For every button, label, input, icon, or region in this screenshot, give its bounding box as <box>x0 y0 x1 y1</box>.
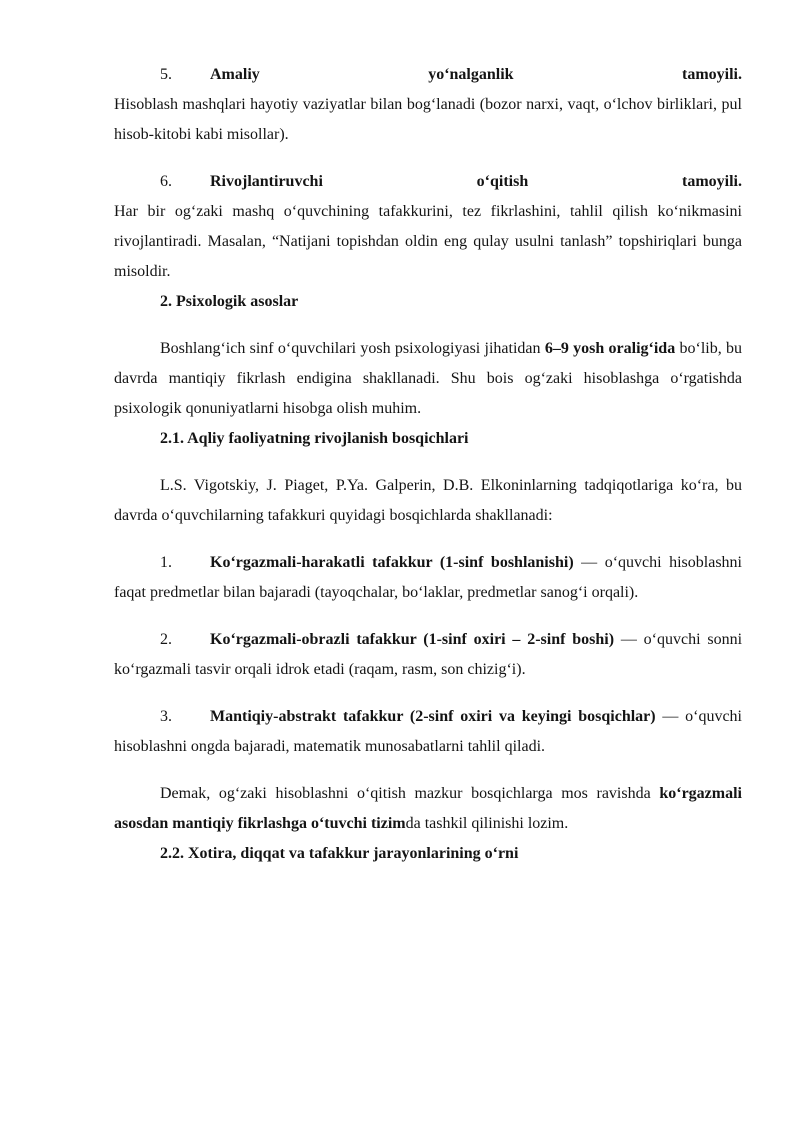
stage-description: — o‘quvchi sonni ko‘rgazmali tasvir orqali idrok etadi (raqam, rasm, son chizig‘i). <box>114 631 743 678</box>
principle-5-title-word: yo‘nalganlik <box>428 66 514 83</box>
stage-title: Ko‘rgazmali-obrazli tafakkur (1-sinf oxiri – 2-sinf boshi) <box>210 631 615 648</box>
stage-description: — o‘quvchi hisoblashni faqat predmetlar bilan bajaradi (tayoqchalar, bo‘laklar, predmetlar sanog‘i orqali). <box>114 554 743 601</box>
stage-number: 1. <box>160 554 172 571</box>
principle-6-number: 6. <box>160 173 172 190</box>
stage-number: 3. <box>160 708 172 725</box>
principle-6-heading <box>114 167 742 197</box>
section-2-paragraph <box>114 334 742 424</box>
document-page <box>114 60 742 869</box>
stage-title: Ko‘rgazmali-harakatli tafakkur (1-sinf boshlanishi) <box>210 554 574 571</box>
principle-5-text: Hisoblash mashqlari hayotiy vaziyatlar bilan bog‘lanadi (bozor narxi, vaqt, o‘lchov birliklari, pul hisob-kitobi kabi misollar). <box>114 96 742 143</box>
stage-item <box>114 702 742 762</box>
section-heading-development-stages: 2.1. Aqliy faoliyatning rivojlanish bosqichlari <box>160 430 469 447</box>
principle-5-title-word: tamoyili. <box>681 66 742 83</box>
principle-6-title-word: o‘qitish <box>476 173 529 190</box>
stage-number: 2. <box>160 631 172 648</box>
stage-item <box>114 548 742 608</box>
principle-5-title <box>210 60 742 90</box>
section-21-intro: L.S. Vigotskiy, J. Piaget, P.Ya. Galperin, D.B. Elkoninlarning tadqiqotlariga ko‘ra, bu davrda o‘quvchilarning tafakkuri quyidagi bosqichlarda shakllanadi: <box>114 477 742 524</box>
principle-6-title <box>210 167 742 197</box>
principle-6-title-word: tamoyili. <box>682 173 742 190</box>
principle-5-number: 5. <box>160 66 172 83</box>
section-heading-memory-attention: 2.2. Xotira, diqqat va tafakkur jarayonlarining o‘rni <box>160 845 519 862</box>
principle-6-title-word: Rivojlantiruvchi <box>210 173 323 190</box>
stage-item <box>114 625 742 685</box>
conclusion-text: da tashkil qilinishi lozim. <box>405 815 569 832</box>
age-range-emphasis: 6–9 yosh oralig‘ida <box>544 340 676 357</box>
section-21-conclusion <box>114 779 742 839</box>
principle-5-title-word: Amaliy <box>210 66 260 83</box>
conclusion-emphasis: ko‘rgazmali asosdan mantiqiy fikrlashga o‘tuvchi tizim <box>114 785 742 832</box>
section-heading-psychological-foundations: 2. Psixologik asoslar <box>160 293 299 310</box>
section-2-text: bo‘lib, bu davrda mantiqiy fikrlash endigina shakllanadi. Shu bois og‘zaki hisoblashga o‘rgatishda psixologik qonuniyatlarni hisobga olish muhim. <box>114 340 743 417</box>
principle-6-text: Har bir og‘zaki mashq o‘quvchining tafakkurini, tez fikrlashini, tahlil qilish ko‘nikmasini rivojlantiradi. Masalan, “Natijani topishdan oldin eng qulay usulni tanlash” topshiriqlari bunga misoldir. <box>114 203 742 280</box>
principle-5-heading <box>114 60 742 90</box>
stage-description: — o‘quvchi hisoblashni ongda bajaradi, matematik munosabatlarni tahlil qiladi. <box>114 708 742 755</box>
conclusion-text: Demak, og‘zaki hisoblashni o‘qitish mazkur bosqichlarga mos ravishda <box>160 785 660 802</box>
section-2-text: Boshlang‘ich sinf o‘quvchilari yosh psixologiyasi jihatidan <box>160 340 545 357</box>
stage-title: Mantiqiy-abstrakt tafakkur (2-sinf oxiri va keyingi bosqichlar) <box>210 708 656 725</box>
